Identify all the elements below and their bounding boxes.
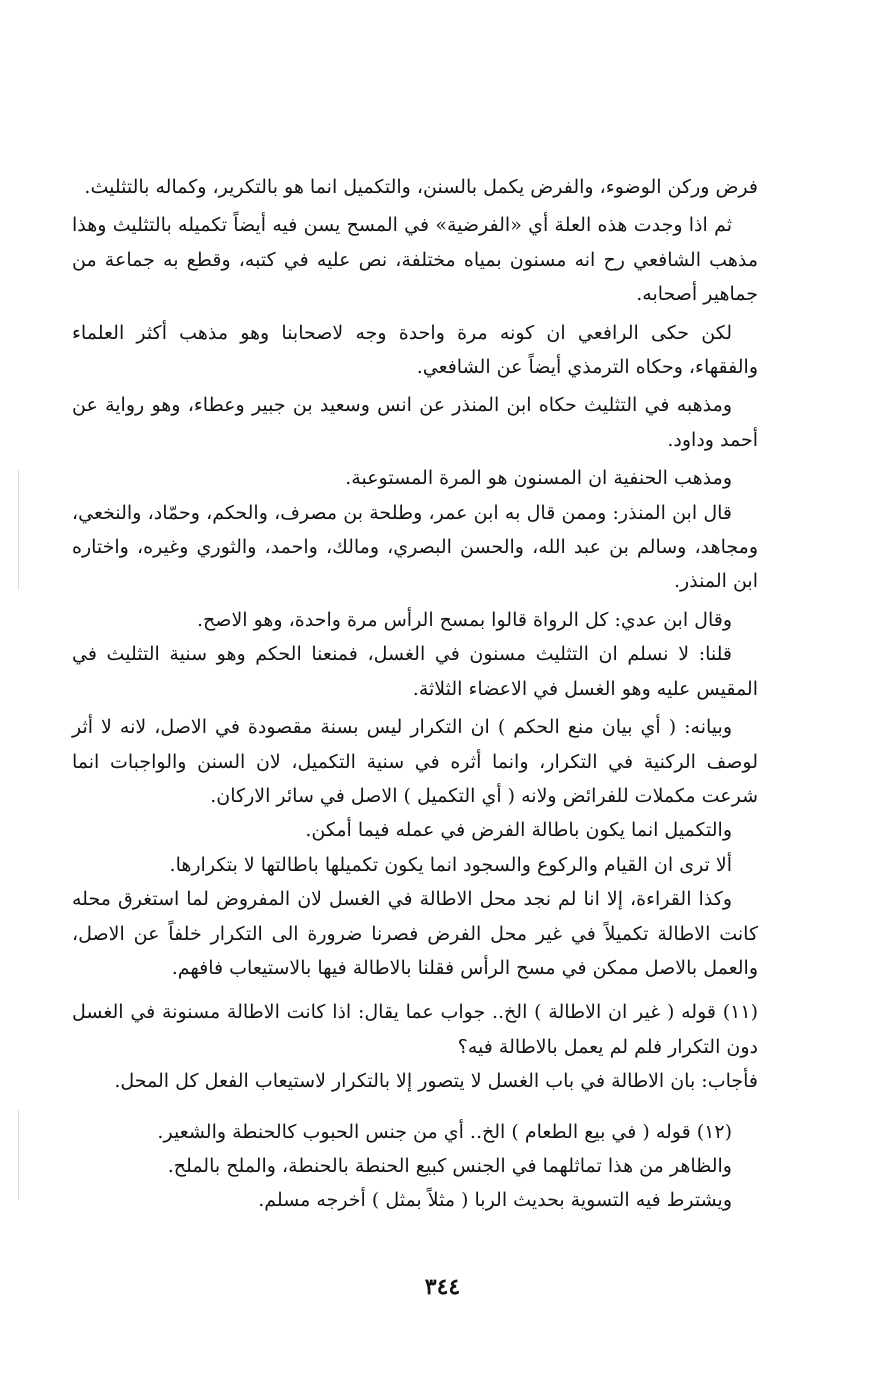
main-text: [72, 170, 758, 1218]
scan-edge-line: [18, 470, 19, 590]
scan-edge-line-lower: [18, 1110, 19, 1200]
footnote-12-condition: ويشترط فيه التسوية بحديث الربا ( مثلاً بمثل ) أخرجه مسلم.: [258, 1189, 732, 1212]
paragraph-8: قلنا: لا نسلم ان التثليث مسنون في الغسل، فمنعنا الحكم وهو سنية التثليث في المقيس عليه وهو الغسل في الاعضاء الثلاثة.: [72, 643, 758, 700]
footnote-12-note: والظاهر من هذا تماثلهما في الجنس كبيع الحنطة بالحنطة، والملح بالملح.: [167, 1154, 732, 1177]
footnote-11: (١١) قوله ( غير ان الاطالة ) الخ.. جواب عما يقال: اذا كانت الاطالة مسنونة في الغسل دون التكرار فلم لم يعمل بالاطالة فيه؟: [72, 1001, 758, 1058]
page-number: ٣٤٤: [424, 1274, 461, 1300]
paragraph-1: فرض وركن الوضوء، والفرض يكمل بالسنن، والتكميل انما هو بالتكرير، وكماله بالتثليث.: [84, 176, 758, 198]
paragraph-9: وبيانه: ( أي بيان منع الحكم ) ان التكرار ليس بسنة مقصودة في الاصل، لانه لا أثر لوصف الركنية في التكرار، وانما أثره في سنية التكميل، لان السنن والواجبات انما شرعت مكملات للفرائض ولانه ( أي التكميل ) الاصل في سائر الاركان.: [72, 716, 758, 807]
footnotes-section: [72, 995, 758, 1217]
paragraph-5: ومذهب الحنفية ان المسنون هو المرة المستوعبة.: [345, 467, 732, 490]
footnote-12: (١٢) قوله ( في بيع الطعام ) الخ.. أي من جنس الحبوب كالحنطة والشعير.: [157, 1120, 732, 1143]
paragraph-12: وكذا القراءة، إلا انا لم نجد محل الاطالة في الغسل لان المفروض لما استغرق محله كانت الاطالة تكميلاً في غير محل الفرض فصرنا ضرورة الى التكرار خلفاً عن الاصل، والعمل بالاصل ممكن في مسح الرأس فقلنا بالاطالة فيها بالاستيعاب فافهم.: [72, 888, 758, 979]
paragraph-10: والتكميل انما يكون باطالة الفرض في عمله فيما أمكن.: [305, 819, 732, 842]
footnote-11-answer: فأجاب: بان الاطالة في باب الغسل لا يتصور إلا بالتكرار لاستيعاب الفعل كل المحل.: [114, 1070, 758, 1093]
paragraph-4: ومذهبه في التثليث حكاه ابن المنذر عن انس وسعيد بن جبير وعطاء، وهو رواية عن أحمد وداود.: [72, 394, 758, 451]
paragraph-2: ثم اذا وجدت هذه العلة أي «الفرضية» في المسح يسن فيه أيضاً تكميله بالتثليث وهذا مذهب الشافعي رح انه مسنون بمياه مختلفة، نص عليه في كتبه، وقطع به جماعة من جماهير أصحابه.: [72, 214, 758, 306]
paragraph-6: قال ابن المنذر: وممن قال به ابن عمر، وطلحة بن مصرف، والحكم، وحمّاد، والنخعي، ومجاهد، وسالم بن عبد الله، والحسن البصري، ومالك، واحمد، والثوري وغيره، واختاره ابن المنذر.: [72, 501, 758, 593]
paragraph-7: وقال ابن عدي: كل الرواة قالوا بمسح الرأس مرة واحدة، وهو الاصح.: [197, 608, 732, 631]
paragraph-11: ألا ترى ان القيام والركوع والسجود انما يكون تكميلها باطالتها لا بتكرارها.: [169, 853, 732, 876]
paragraph-3: لكن حكى الرافعي ان كونه مرة واحدة وجه لاصحابنا وهو مذهب أكثر العلماء والفقهاء، وحكاه الترمذي أيضاً عن الشافعي.: [72, 321, 758, 379]
